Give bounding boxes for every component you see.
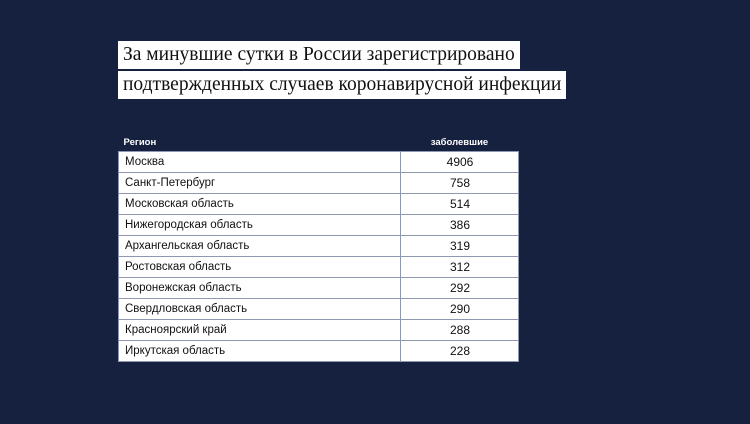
cell-region: Воронежская область bbox=[119, 278, 401, 299]
cell-count: 319 bbox=[401, 236, 519, 257]
table-header-row bbox=[119, 135, 519, 152]
table-row bbox=[119, 341, 519, 362]
page-title-line-2: подтвержденных случаев коронавирусной инфекции bbox=[118, 71, 566, 99]
table-row bbox=[119, 257, 519, 278]
column-header-count: заболевшие bbox=[430, 137, 489, 148]
column-header-region: Регион bbox=[123, 137, 157, 148]
cell-count: 312 bbox=[401, 257, 519, 278]
cell-region: Санкт-Петербург bbox=[119, 173, 401, 194]
page-title bbox=[118, 41, 658, 101]
table-row bbox=[119, 299, 519, 320]
table-row bbox=[119, 173, 519, 194]
cell-region: Иркутская область bbox=[119, 341, 401, 362]
table-row bbox=[119, 215, 519, 236]
cell-region: Красноярский край bbox=[119, 320, 401, 341]
table-row bbox=[119, 320, 519, 341]
table-header bbox=[119, 135, 519, 152]
cell-region: Свердловская область bbox=[119, 299, 401, 320]
cell-region: Архангельская область bbox=[119, 236, 401, 257]
cell-count: 288 bbox=[401, 320, 519, 341]
table-row bbox=[119, 236, 519, 257]
cell-count: 290 bbox=[401, 299, 519, 320]
cell-count: 228 bbox=[401, 341, 519, 362]
cell-count: 758 bbox=[401, 173, 519, 194]
cases-table-container bbox=[118, 135, 518, 362]
cell-region: Москва bbox=[119, 152, 401, 173]
cell-count: 386 bbox=[401, 215, 519, 236]
cell-region: Московская область bbox=[119, 194, 401, 215]
cases-table bbox=[118, 135, 519, 362]
table-row bbox=[119, 278, 519, 299]
cell-count: 514 bbox=[401, 194, 519, 215]
cell-count: 4906 bbox=[401, 152, 519, 173]
table-body bbox=[119, 152, 519, 362]
table-row bbox=[119, 194, 519, 215]
page-title-line-1: За минувшие сутки в России зарегистрировано bbox=[118, 41, 520, 69]
cell-region: Нижегородская область bbox=[119, 215, 401, 236]
cell-count: 292 bbox=[401, 278, 519, 299]
cell-region: Ростовская область bbox=[119, 257, 401, 278]
table-row bbox=[119, 152, 519, 173]
